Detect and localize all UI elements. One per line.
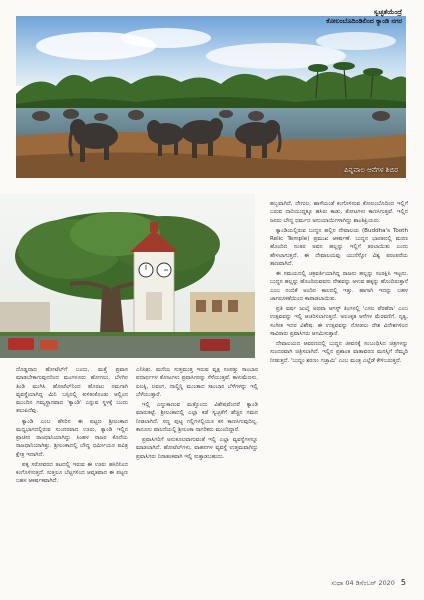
paragraph: ಕ್ಯಾಂಡಿ ಎಂಬ ಹೆಸರಿನ ಈ ಪಟ್ಟಣ ಶ್ರೀಲಂಕಾದ ಮಧ್ಯಭಾಗದಲ್ಲಿರುವ ಸುಂದರವಾದ ಊರು, ಕ್ಯಾಂಡಿ ಇಲ್ಲಿನ ಪ್ರಾಚೀನ ರಾಜಧಾನಿಯಾಗಿದ್ದು ಸಿಂಹಳ ರಾಜರ ಕೊನೆಯ ರಾಜಧಾನಿಯಾಗಿತ್ತು. ಶ್ರೀಲಂಕಾದಲ್ಲಿ ಬೌದ್ಧ ಧರ್ಮೀಯರ ಪವಿತ್ರ ಕ್ಷೇತ್ರ ಇದಾಗಿದೆ. (16, 418, 128, 458)
article-column-3 (270, 200, 408, 580)
page-footer (331, 578, 406, 588)
paragraph: ಇಲ್ಲಿ ಎದ್ದುಕಾಣುವ ಮತ್ತೊಂದು ವಿಶೇಷವೆಂದರೆ ಕ್ಯಾಂಡಿ ಮಾರುಕಟ್ಟೆ. ಶ್ರೀಲಂಕಾದಲ್ಲಿ ಎಲ್ಲಾ ಕಡೆ ಸ್ವಚ್ಛತೆಗೆ ಹೆಚ್ಚಿನ ಗಮನ ನೀಡಲಾಗಿದೆ. ಸಣ್ಣ ಪುಟ್ಟ ಗಲ್ಲಿಗಳಲ್ಲಿಯೂ ಕಸ ಕಾಣಸಿಗುವುದಿಲ್ಲ. ಕಾನೂನು ಪಾಲನೆಯಲ್ಲಿ ಶ್ರೀಲಂಕಾ ನಾಗರಿಕರು ಮುಂದಿದ್ದಾರೆ. (136, 402, 258, 433)
article-column-2 (136, 366, 258, 571)
paragraph: ಹಬ್ಬವಾಗಿದೆ, ದೇಗುಲ, ಹಾಳೆಯಂತೆ ಕಂಗೊಳಿಸುವ ಕೋಲಂಬೊದಿಂದ ಇಲ್ಲಿಗೆ ಬರುವ ದಾರಿಯುದ್ದಕ್ಕೂ ಹಸಿರು ಕಾಡು, ತೋಟಗಳು ಕಾಣಸಿಗುತ್ತವೆ. ಇಲ್ಲಿನ ಜನರು ಬೌದ್ಧ ಧರ್ಮದ ಅನುಯಾಯಿಗಳಾಗಿದ್ದು ಶಾಂತಿಪ್ರಿಯರು. (270, 201, 408, 224)
paragraph: ಪ್ರತಿ ವರ್ಷ ಜುಲೈ ಅಥವಾ ಆಗಸ್ಟ್ ತಿಂಗಳಲ್ಲಿ 'ಎಸಲ ಪೆರಹೆರಾ' ಎಂಬ ಉತ್ಸವವನ್ನು ಇಲ್ಲಿ ಆಚರಿಸಲಾಗುತ್ತದೆ. ಅಲಂಕೃತ ಆನೆಗಳ ಮೆರವಣಿಗೆ, ನೃತ್ಯ, ಸಂಗೀತ ಇದರ ವಿಶೇಷ. ಈ ಉತ್ಸವವನ್ನು ನೋಡಲು ದೇಶ ವಿದೇಶಗಳಿಂದ ಸಾವಿರಾರು ಪ್ರವಾಸಿಗರು ಆಗಮಿಸುತ್ತಾರೆ. (270, 306, 408, 337)
mid-caption-line2: ಕೋಲಂಬೊದಿಂಡಿಲಿಂದ ಕ್ಯಾಂಡಿ ನಗರ (326, 17, 402, 25)
paragraph: ದೇವಾಲಯದ ಆವರಣದಲ್ಲಿ ಬುದ್ಧನ ಜೀವನಕ್ಕೆ ಸಂಬಂಧಿಸಿದ ಚಿತ್ರಗಳನ್ನು ಸುಂದರವಾಗಿ ಚಿತ್ರಿಸಲಾಗಿದೆ. ಇಲ್ಲಿನ ಪ್ರಶಾಂತ ವಾತಾವರಣ ಮನಸ್ಸಿಗೆ ನೆಮ್ಮದಿ ನೀಡುತ್ತದೆ. 'ಬುದ್ಧಂ ಶರಣಂ ಗಚ್ಛಾಮಿ' ಎಂಬ ಮಂತ್ರ ಎಲ್ಲೆಡೆ ಕೇಳಿಬರುತ್ತದೆ. (270, 341, 408, 364)
paragraph: ಕ್ಯಾಂಡಿಯಲ್ಲಿರುವ ಬುದ್ಧನ ಹಲ್ಲಿನ ದೇವಾಲಯ (Buddha's Tooth Relic Temple) ಪ್ರಮುಖ ಆಕರ್ಷಣೆ. ಬುದ್ಧನ ಭಾರತದಲ್ಲಿ ಮರಣ ಹೊಂದಿದ ನಂತರ ಅವನ ಹಲ್ಲನ್ನು ಇಲ್ಲಿಗೆ ತರಲಾಯಿತು ಎಂದು ಹೇಳಲಾಗುತ್ತದೆ. ಈ ದೇವಾಲಯವು ಯುನೆಸ್ಕೋ ವಿಶ್ವ ಪರಂಪರೆಯ ತಾಣವಾಗಿದೆ. (270, 227, 408, 267)
elephants-illustration (16, 16, 406, 178)
paragraph: ದೊಡ್ಡದಾದ ಹೋಟೆಲ್‌ಗೆ ಬಂದು, ಮತ್ತೆ ಪ್ರವಾಸ ಮಾಡಬೇಕಾಗುವುದರಿಂದ ಮಂಗಳೂರು ಹೋಗಲು, ಬೆಳಗಿನ ತಿಂಡಿ ಮುಗಿಸಿ ಹೋಟೆಲ್‌ನಿಂದ ಹೊರಟು ನಮಗಾಗಿ ವ್ಯವಸ್ಥೆಯಾಗಿದ್ದ ಮಿನಿ ಬಸ್ಸಿನಲ್ಲಿ ಕುಳಿತುಕೊಂಡು ಆಲ್ಲಿಂದ ಮುಂದಿನ ಗಮ್ಯಸ್ಥಾನವಾದ 'ಕ್ಯಾಂಡಿ' ಎನ್ನುವ ಸ್ಥಳಕ್ಕೆ ಬಂದು ತಲುಪಿದೆವು. (16, 367, 128, 415)
elephants-photo (16, 16, 406, 178)
clock-tower-illustration (0, 194, 255, 358)
paragraph: ಈ ಸಮಯದಲ್ಲಿ ಚಕ್ರವರ್ತಿಯಾಗಿದ್ದ ರಾಜನು ಹಲ್ಲನ್ನು ಸಂರಕ್ಷಿಸಿ ಇಟ್ಟನು. ಬುದ್ಧನ ಹಲ್ಲನ್ನು ಹೊಂದಿರುವವನು ದೇಶವನ್ನು ಆಳುವ ಹಕ್ಕನ್ನು ಹೊಂದಿರುತ್ತಾನೆ ಎಂಬ ನಂಬಿಕೆ ಅಂದಿನ ಕಾಲದಲ್ಲಿ ಇತ್ತು. ಹಾಗಾಗಿ ಇದನ್ನು ಬಹಳ ಜಾಗರೂಕತೆಯಿಂದ ಕಾಪಾಡಲಾಯಿತು. (270, 271, 408, 302)
paragraph: ಎನಿಸಿತು. ಮನೆಯ ಸುತ್ತಮುತ್ತ ಇರುವ ವೃಕ್ಷ ಸಂಪತ್ತು ಸಾಂಬಾರ ಪದಾರ್ಥಗಳ ತೋಟಗಳು ಪ್ರವಾಸಿಗರನ್ನು ಸೆಳೆಯುತ್ತವೆ. ಕಾಳುಮೆಣಸು, ಏಲಕ್ಕಿ, ಲವಂಗ, ದಾಲ್ಚಿನ್ನಿ ಮುಂತಾದ ಸಾಂಬಾರ ಬೆಳೆಗಳನ್ನು ಇಲ್ಲಿ ಬೆಳೆಯುತ್ತಾರೆ. (136, 367, 258, 398)
article-column-1 (16, 366, 128, 571)
issue-date: ಸುಧಾ 04 ಡಿಸೆಂಬರ್ 2020 (331, 579, 395, 587)
page-number: 5 (400, 578, 406, 587)
paragraph: ಪ್ರವಾಸಿಗರಿಗೆ ಅನುಕೂಲವಾಗುವಂತೆ ಇಲ್ಲಿ ಎಲ್ಲಾ ವ್ಯವಸ್ಥೆಗಳನ್ನೂ ಮಾಡಲಾಗಿದೆ. ಹೋಟೆಲ್‌ಗಳು, ವಾಹನಗಳ ವ್ಯವಸ್ಥೆ ಉತ್ತಮವಾಗಿದ್ದು ಪ್ರವಾಸಿಗರು ನಿರಾತಂಕವಾಗಿ ಇಲ್ಲಿ ಸುತ್ತಾಡಬಹುದು. (136, 437, 258, 460)
mid-caption-line1: ಸ್ವಚ್ಛತೆಯೆಂದ್ರೆ (373, 8, 402, 16)
paragraph: ಪಕ್ಕ ಸರೋವರದ ತಟದಲ್ಲಿ ಇರುವ ಈ ಊರು ಹಸಿರಿನಿಂದ ಕಂಗೊಳಿಸುತ್ತದೆ. ಸುತ್ತಲೂ ಬೆಟ್ಟಗಳಿಂದ ಆವೃತವಾದ ಈ ಪಟ್ಟಣ ಬಹಳ ಆಕರ್ಷಕವಾಗಿದೆ. (16, 461, 128, 485)
top-photo-caption: ಪಿನ್ನವಾಲ ಆನೆಗಳ ಶಿಬಿರ (344, 166, 398, 174)
clock-tower-photo (0, 194, 255, 358)
mid-photo-caption (322, 8, 402, 26)
